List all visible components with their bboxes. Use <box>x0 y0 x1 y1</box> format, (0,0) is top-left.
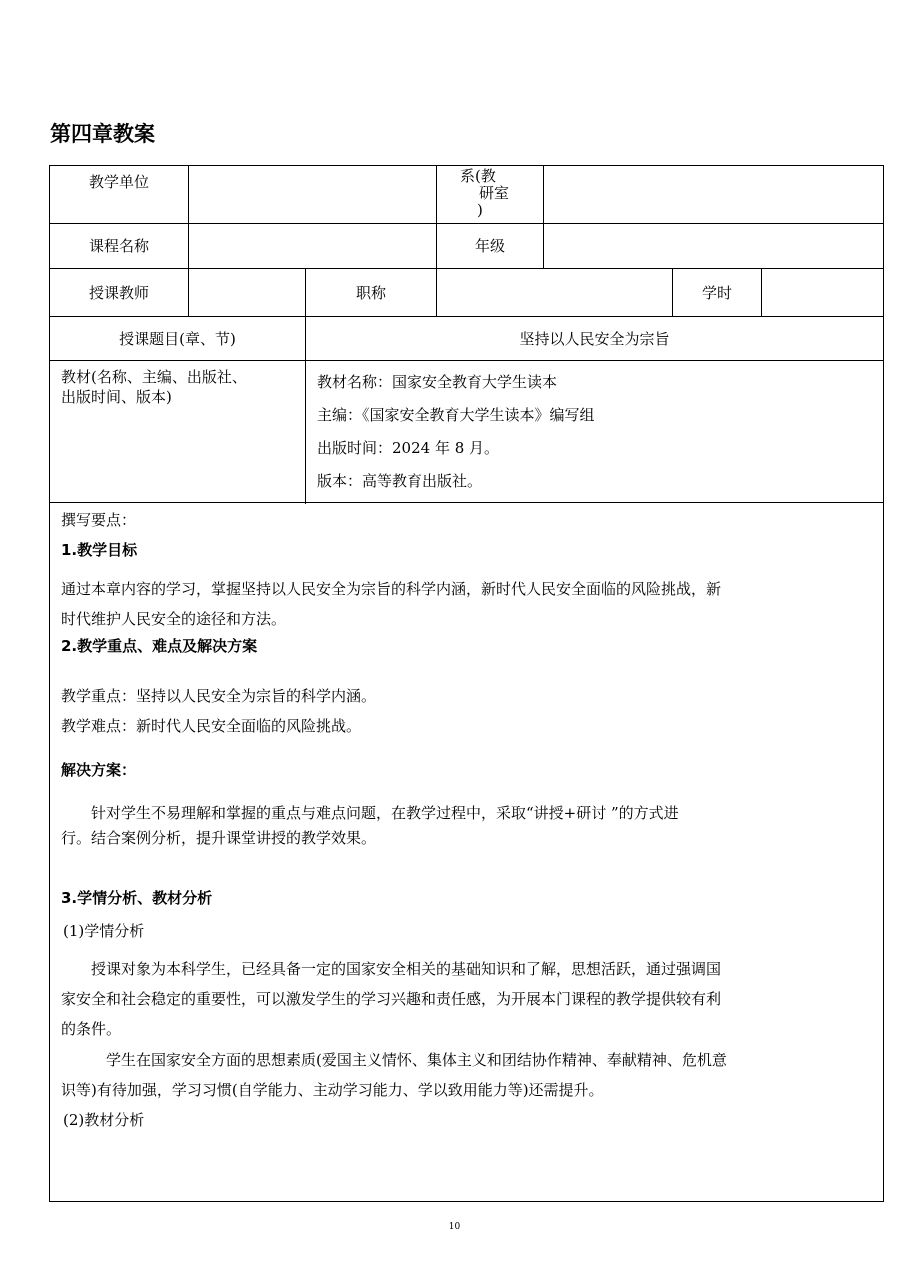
textbook-label-line2: 出版时间、版本) <box>61 388 172 406</box>
lesson-plan-body <box>49 503 884 1202</box>
student-analysis-heading: (1)学情分析 <box>63 922 145 940</box>
textbook-line: 出版时间：2024 年 8 月。 <box>317 439 500 457</box>
textbook-line: 教材名称：国家安全教育大学生读本 <box>317 373 558 391</box>
section-3-heading: 3.学情分析、教材分析 <box>61 889 213 907</box>
solution-text: 针对学生不易理解和掌握的重点与难点问题，在教学过程中，采取“讲授+研讨 ”的方式进 <box>91 804 679 822</box>
course-name-value <box>189 224 436 268</box>
teacher-label: 授课教师 <box>88 283 149 302</box>
teaching-unit-label: 教学单位 <box>88 173 149 191</box>
grade-value <box>544 224 883 268</box>
department-label <box>437 168 543 223</box>
info-table <box>49 165 884 503</box>
section-1-heading: 1.教学目标 <box>61 541 138 559</box>
course-name-label: 课程名称 <box>88 237 149 255</box>
student-analysis-text: 学生在国家安全方面的思想素质(爱国主义情怀、集体主义和团结协作精神、奉献精神、危机意 <box>106 1051 727 1069</box>
textbook-line: 版本：高等教育出版社。 <box>317 472 483 490</box>
topic-label: 授课题目(章、节) <box>119 329 236 348</box>
solution-text: 行。结合案例分析，提升课堂讲授的教学效果。 <box>61 829 377 847</box>
student-analysis-text: 家安全和社会稳定的重要性，可以激发学生的学习兴趣和责任感，为开展本门课程的教学提供较有利 <box>61 990 722 1008</box>
difficult-point: 教学难点：新时代人民安全面临的风险挑战。 <box>61 717 362 735</box>
student-analysis-text: 的条件。 <box>61 1020 122 1038</box>
key-point: 教学重点：坚持以人民安全为宗旨的科学内涵。 <box>61 687 377 705</box>
solution-heading: 解决方案： <box>61 761 137 779</box>
textbook-analysis-heading: (2)教材分析 <box>63 1111 145 1129</box>
textbook-label-line1: 教材(名称、主编、出版社、 <box>61 368 247 386</box>
dept-label-line1: 系(教 <box>460 167 496 185</box>
teaching-unit-value <box>189 166 436 223</box>
textbook-details <box>317 366 877 498</box>
textbook-line: 主编：《国家安全教育大学生读本》编写组 <box>317 406 595 424</box>
dept-label-line2: 研室 <box>479 184 510 202</box>
professional-title-value <box>437 269 672 316</box>
section-1-text: 时代维护人民安全的途径和方法。 <box>61 610 287 628</box>
student-analysis-text: 识等)有待加强，学习习惯(自学能力、主动学习能力、学以致用能力等)还需提升。 <box>61 1081 604 1099</box>
intro-label: 撰写要点： <box>61 511 137 529</box>
page-title: 第四章教案 <box>50 122 155 146</box>
dept-label-line3: ) <box>477 201 483 219</box>
grade-label: 年级 <box>474 237 505 255</box>
hours-value <box>762 269 883 316</box>
page-number: 10 <box>448 1222 461 1232</box>
hours-label: 学时 <box>701 283 732 302</box>
student-analysis-text: 授课对象为本科学生，已经具备一定的国家安全相关的基础知识和了解，思想活跃，通过强调国 <box>91 960 722 978</box>
department-value <box>544 166 883 223</box>
teacher-value <box>189 269 305 316</box>
section-2-heading: 2.教学重点、难点及解决方案 <box>61 637 258 655</box>
topic-value: 坚持以人民安全为宗旨 <box>519 329 670 348</box>
textbook-label <box>61 367 305 407</box>
section-1-text: 通过本章内容的学习，掌握坚持以人民安全为宗旨的科学内涵，新时代人民安全面临的风险挑战，新 <box>61 580 722 598</box>
professional-title-label: 职称 <box>355 283 386 302</box>
